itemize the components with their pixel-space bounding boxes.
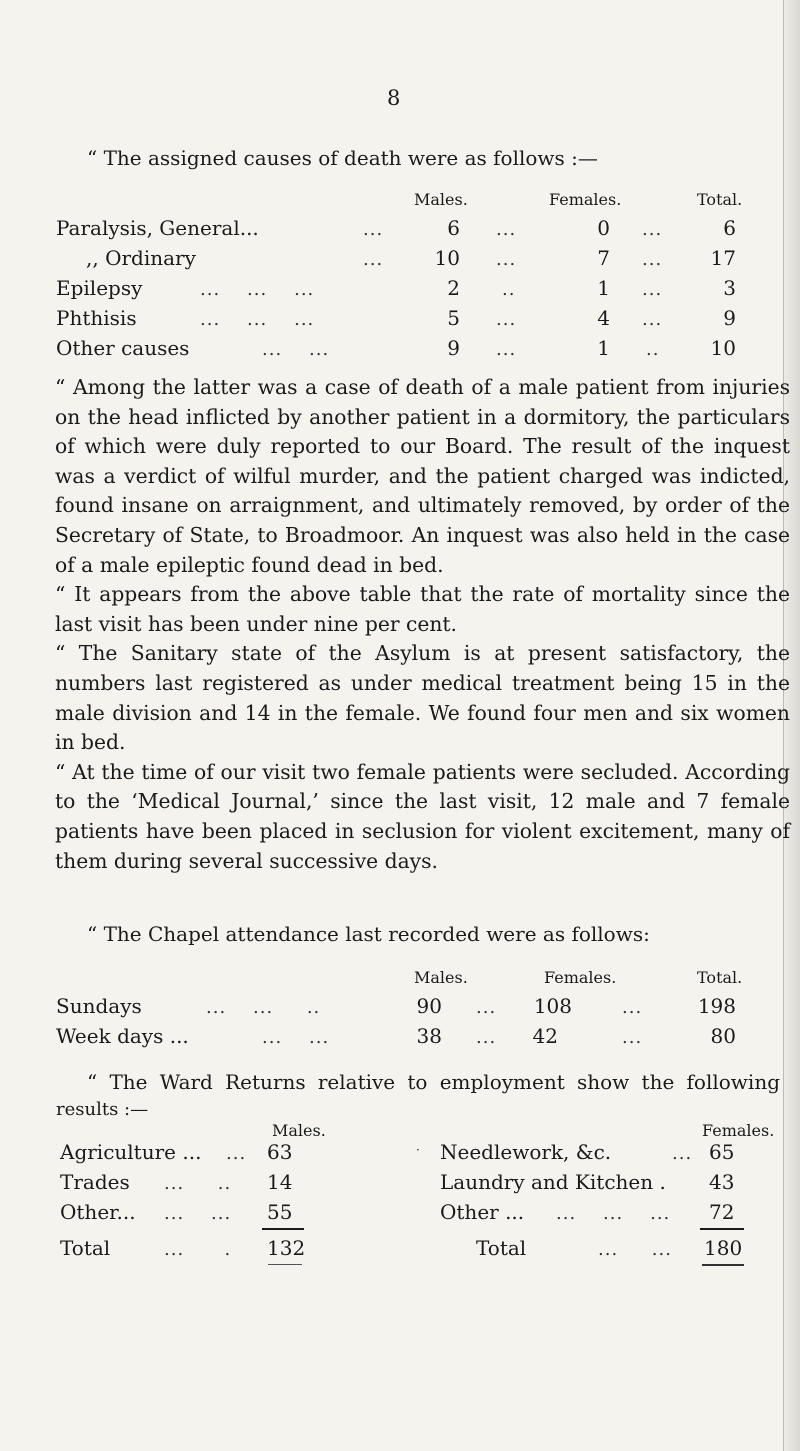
ward-intro-line2: results :—: [56, 1099, 149, 1120]
females-value: 0: [597, 216, 610, 240]
chapel-header-males: Males.: [414, 968, 468, 987]
total-value: 80: [710, 1024, 736, 1048]
males-value: 9: [447, 336, 460, 360]
leader-dots: ..: [502, 279, 516, 300]
row-label: Other...: [60, 1200, 136, 1224]
females-value: 43: [709, 1170, 735, 1194]
leader-dots: ... ...: [164, 1203, 232, 1224]
leader-dots: ...: [476, 1027, 497, 1048]
paragraph-mortality: “ It appears from the above table that the rate of mortality since the last visit has been under nine per cent.: [55, 582, 790, 636]
leader-dots: ...: [622, 997, 643, 1018]
leader-dots: ...: [226, 1143, 247, 1164]
leader-dots: ...: [363, 219, 384, 240]
males-value: 14: [267, 1170, 293, 1194]
paragraph-seclusion: “ At the time of our visit two female patients were secluded. According to the ‘Medical Journal,’ since the last visit, 12 male and 7 female patients have been placed in seclusion for violent excitement, many of them during several successive days.: [55, 759, 790, 873]
bullet-mark: ·: [416, 1143, 421, 1157]
leader-dots: ...: [496, 339, 517, 360]
males-value: 5: [447, 306, 460, 330]
chapel-intro: “ The Chapel attendance last recorded were as follows:: [87, 922, 650, 946]
total-value: 3: [723, 276, 736, 300]
leader-dots: ...: [363, 249, 384, 270]
total-label: Total: [60, 1236, 111, 1260]
row-label: Week days ...: [56, 1024, 189, 1048]
leader-dots: ... .: [164, 1239, 232, 1260]
leader-dots: ..: [646, 339, 660, 360]
males-total-value: 132: [267, 1236, 306, 1260]
leader-dots: ... ...: [598, 1239, 672, 1260]
ward-males-header: Males.: [272, 1121, 326, 1140]
chapel-header-females: Females.: [544, 968, 617, 987]
leader-dots: ... ... ...: [200, 309, 315, 330]
leader-dots: ... ...: [262, 1027, 330, 1048]
row-label: ,, Ordinary: [86, 246, 196, 270]
deaths-intro: “ The assigned causes of death were as follows :—: [87, 146, 598, 170]
females-underline: [702, 1264, 744, 1266]
total-value: 10: [710, 336, 736, 360]
row-label: Epilepsy: [56, 276, 143, 300]
females-value: 1: [597, 276, 610, 300]
leader-dots: ...: [496, 249, 517, 270]
females-total-rule: [700, 1228, 744, 1230]
total-value: 17: [710, 246, 736, 270]
leader-dots: ...: [496, 309, 517, 330]
paragraph-inquest: “ Among the latter was a case of death of a male patient from injuries on the head inflicted by another patient in a dormitory, the particulars of which were duly reported to our Board. The result of the inquest was a verdict of wilful murder, and the patient charged was indicted, found insane on arraignment, and ultimately removed, by order of the Secretary of State, to Broadmoor. An inquest was also held in the case of a male epileptic found dead in bed.: [55, 375, 790, 577]
females-value: 65: [709, 1140, 735, 1164]
males-value: 2: [447, 276, 460, 300]
paragraph-sanitary: “ The Sanitary state of the Asylum is at present satisfactory, the numbers last registered as under medical treatment being 15 in the male division and 14 in the female. We found four men and six women in bed.: [55, 641, 790, 755]
leader-dots: ...: [642, 309, 663, 330]
males-total-rule: [262, 1228, 304, 1230]
row-label: Phthisis: [56, 306, 137, 330]
females-value: 42: [532, 1024, 558, 1048]
total-value: 198: [697, 994, 736, 1018]
leader-dots: ...: [672, 1143, 693, 1164]
females-value: 1: [597, 336, 610, 360]
row-label: Agriculture ...: [60, 1140, 202, 1164]
males-value: 63: [267, 1140, 293, 1164]
males-underline: [268, 1264, 302, 1265]
leader-dots: ... ... ...: [556, 1203, 671, 1224]
males-value: 55: [267, 1200, 293, 1224]
leader-dots: ... ..: [164, 1173, 232, 1194]
females-value: 4: [597, 306, 610, 330]
leader-dots: ...: [496, 219, 517, 240]
deaths-header-total: Total.: [697, 190, 743, 209]
leader-dots: ...: [642, 219, 663, 240]
leader-dots: ... ... ..: [206, 997, 321, 1018]
deaths-header-males: Males.: [414, 190, 468, 209]
leader-dots: ...: [622, 1027, 643, 1048]
females-value: 72: [709, 1200, 735, 1224]
deaths-header-females: Females.: [549, 190, 622, 209]
males-value: 38: [416, 1024, 442, 1048]
leader-dots: ... ... ...: [200, 279, 315, 300]
females-total-value: 180: [704, 1236, 743, 1260]
row-label: Needlework, &c.: [440, 1140, 612, 1164]
ward-intro-line1: “ The Ward Returns relative to employment show the following: [87, 1070, 780, 1094]
page-number: 8: [387, 86, 401, 110]
row-label: Paralysis, General...: [56, 216, 259, 240]
total-value: 6: [723, 216, 736, 240]
females-value: 108: [533, 994, 572, 1018]
females-value: 7: [597, 246, 610, 270]
chapel-header-total: Total.: [697, 968, 743, 987]
body-text: [55, 373, 790, 876]
row-label: Other ...: [440, 1200, 525, 1224]
row-label: Other causes: [56, 336, 190, 360]
males-value: 10: [434, 246, 460, 270]
males-value: 6: [447, 216, 460, 240]
leader-dots: ... ...: [262, 339, 330, 360]
row-label: Laundry and Kitchen .: [440, 1170, 666, 1194]
row-label: Trades: [60, 1170, 130, 1194]
leader-dots: ...: [642, 249, 663, 270]
leader-dots: ...: [476, 997, 497, 1018]
leader-dots: ...: [642, 279, 663, 300]
row-label: Sundays: [56, 994, 142, 1018]
total-label: Total: [476, 1236, 527, 1260]
ward-females-header: Females.: [702, 1121, 775, 1140]
total-value: 9: [723, 306, 736, 330]
males-value: 90: [416, 994, 442, 1018]
